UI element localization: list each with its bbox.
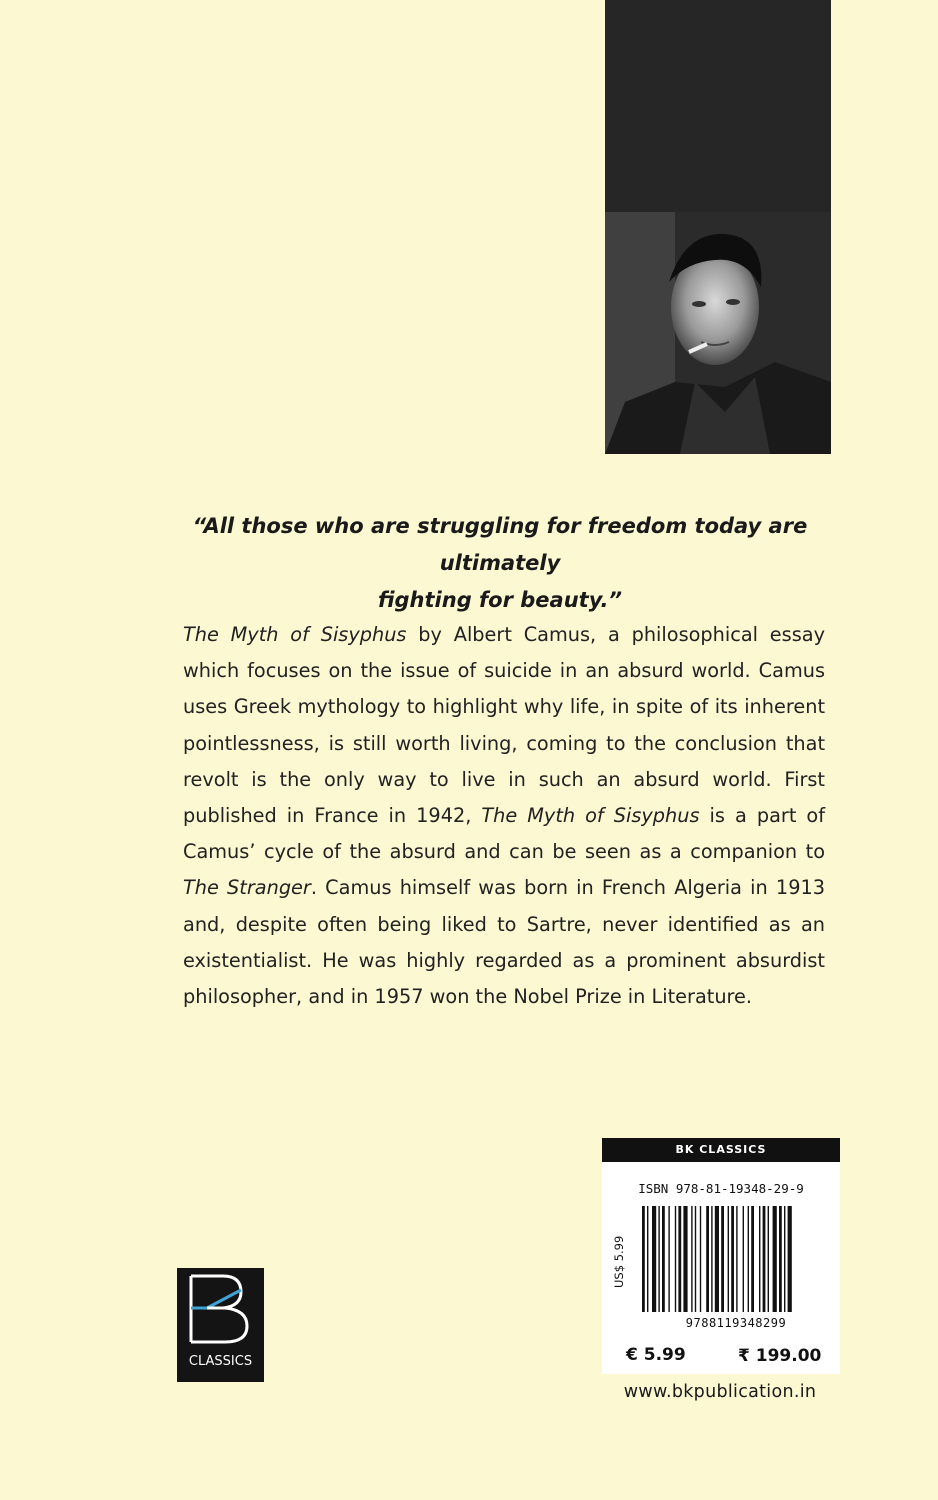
euro-price: € 5.99: [626, 1345, 686, 1365]
bk-logo-icon: [177, 1268, 264, 1358]
usd-price: US$ 5.99: [612, 1235, 626, 1288]
barcode-digits: 9788119348299: [685, 1316, 787, 1330]
publisher-website: www.bkpublication.in: [623, 1382, 817, 1402]
description-text-2: is a part of Camus’ cycle of the absurd and can be seen as a companion to: [183, 804, 825, 864]
quote-line-1: “All those who are struggling for freedom today are ultimately: [192, 514, 808, 575]
rupee-price: ₹ 199.00: [738, 1346, 822, 1366]
barcode: [640, 1206, 800, 1316]
book-description: [183, 617, 825, 1015]
isbn: ISBN 978-81-19348-29-9: [638, 1181, 804, 1196]
book-title-2: The Myth of Sisyphus: [481, 804, 700, 828]
quote-line-2: fighting for beauty.”: [378, 588, 622, 612]
description-text-3: . Camus himself was born in French Algeria in 1913 and, despite often being liked to Sartre, never identified as an existentialist. He was highly regarded as a prominent absurdist philosopher, and in 1957 won the Nobel Prize in Literature.: [183, 876, 826, 1009]
book-title-1: The Myth of Sisyphus: [183, 623, 407, 646]
book-title-3: The Stranger: [183, 876, 311, 900]
author-photo: [605, 212, 831, 454]
barcode-panel: [602, 1138, 840, 1374]
logo-text: CLASSICS: [188, 1354, 253, 1369]
description-text-1: by Albert Camus, a philosophical essay which focuses on the issue of suicide in an absurd world. Camus uses Greek mythology to highlight why life, in spite of its inherent pointlessness, is still worth living, coming to the conclusion that revolt is the only way to live in such an absurd world. First published in France in 1942,: [183, 623, 825, 828]
quote: [150, 508, 850, 619]
barcode-header: BK CLASSICS: [602, 1138, 840, 1162]
bk-classics-logo: [177, 1268, 264, 1382]
author-photo-frame: [605, 0, 831, 454]
